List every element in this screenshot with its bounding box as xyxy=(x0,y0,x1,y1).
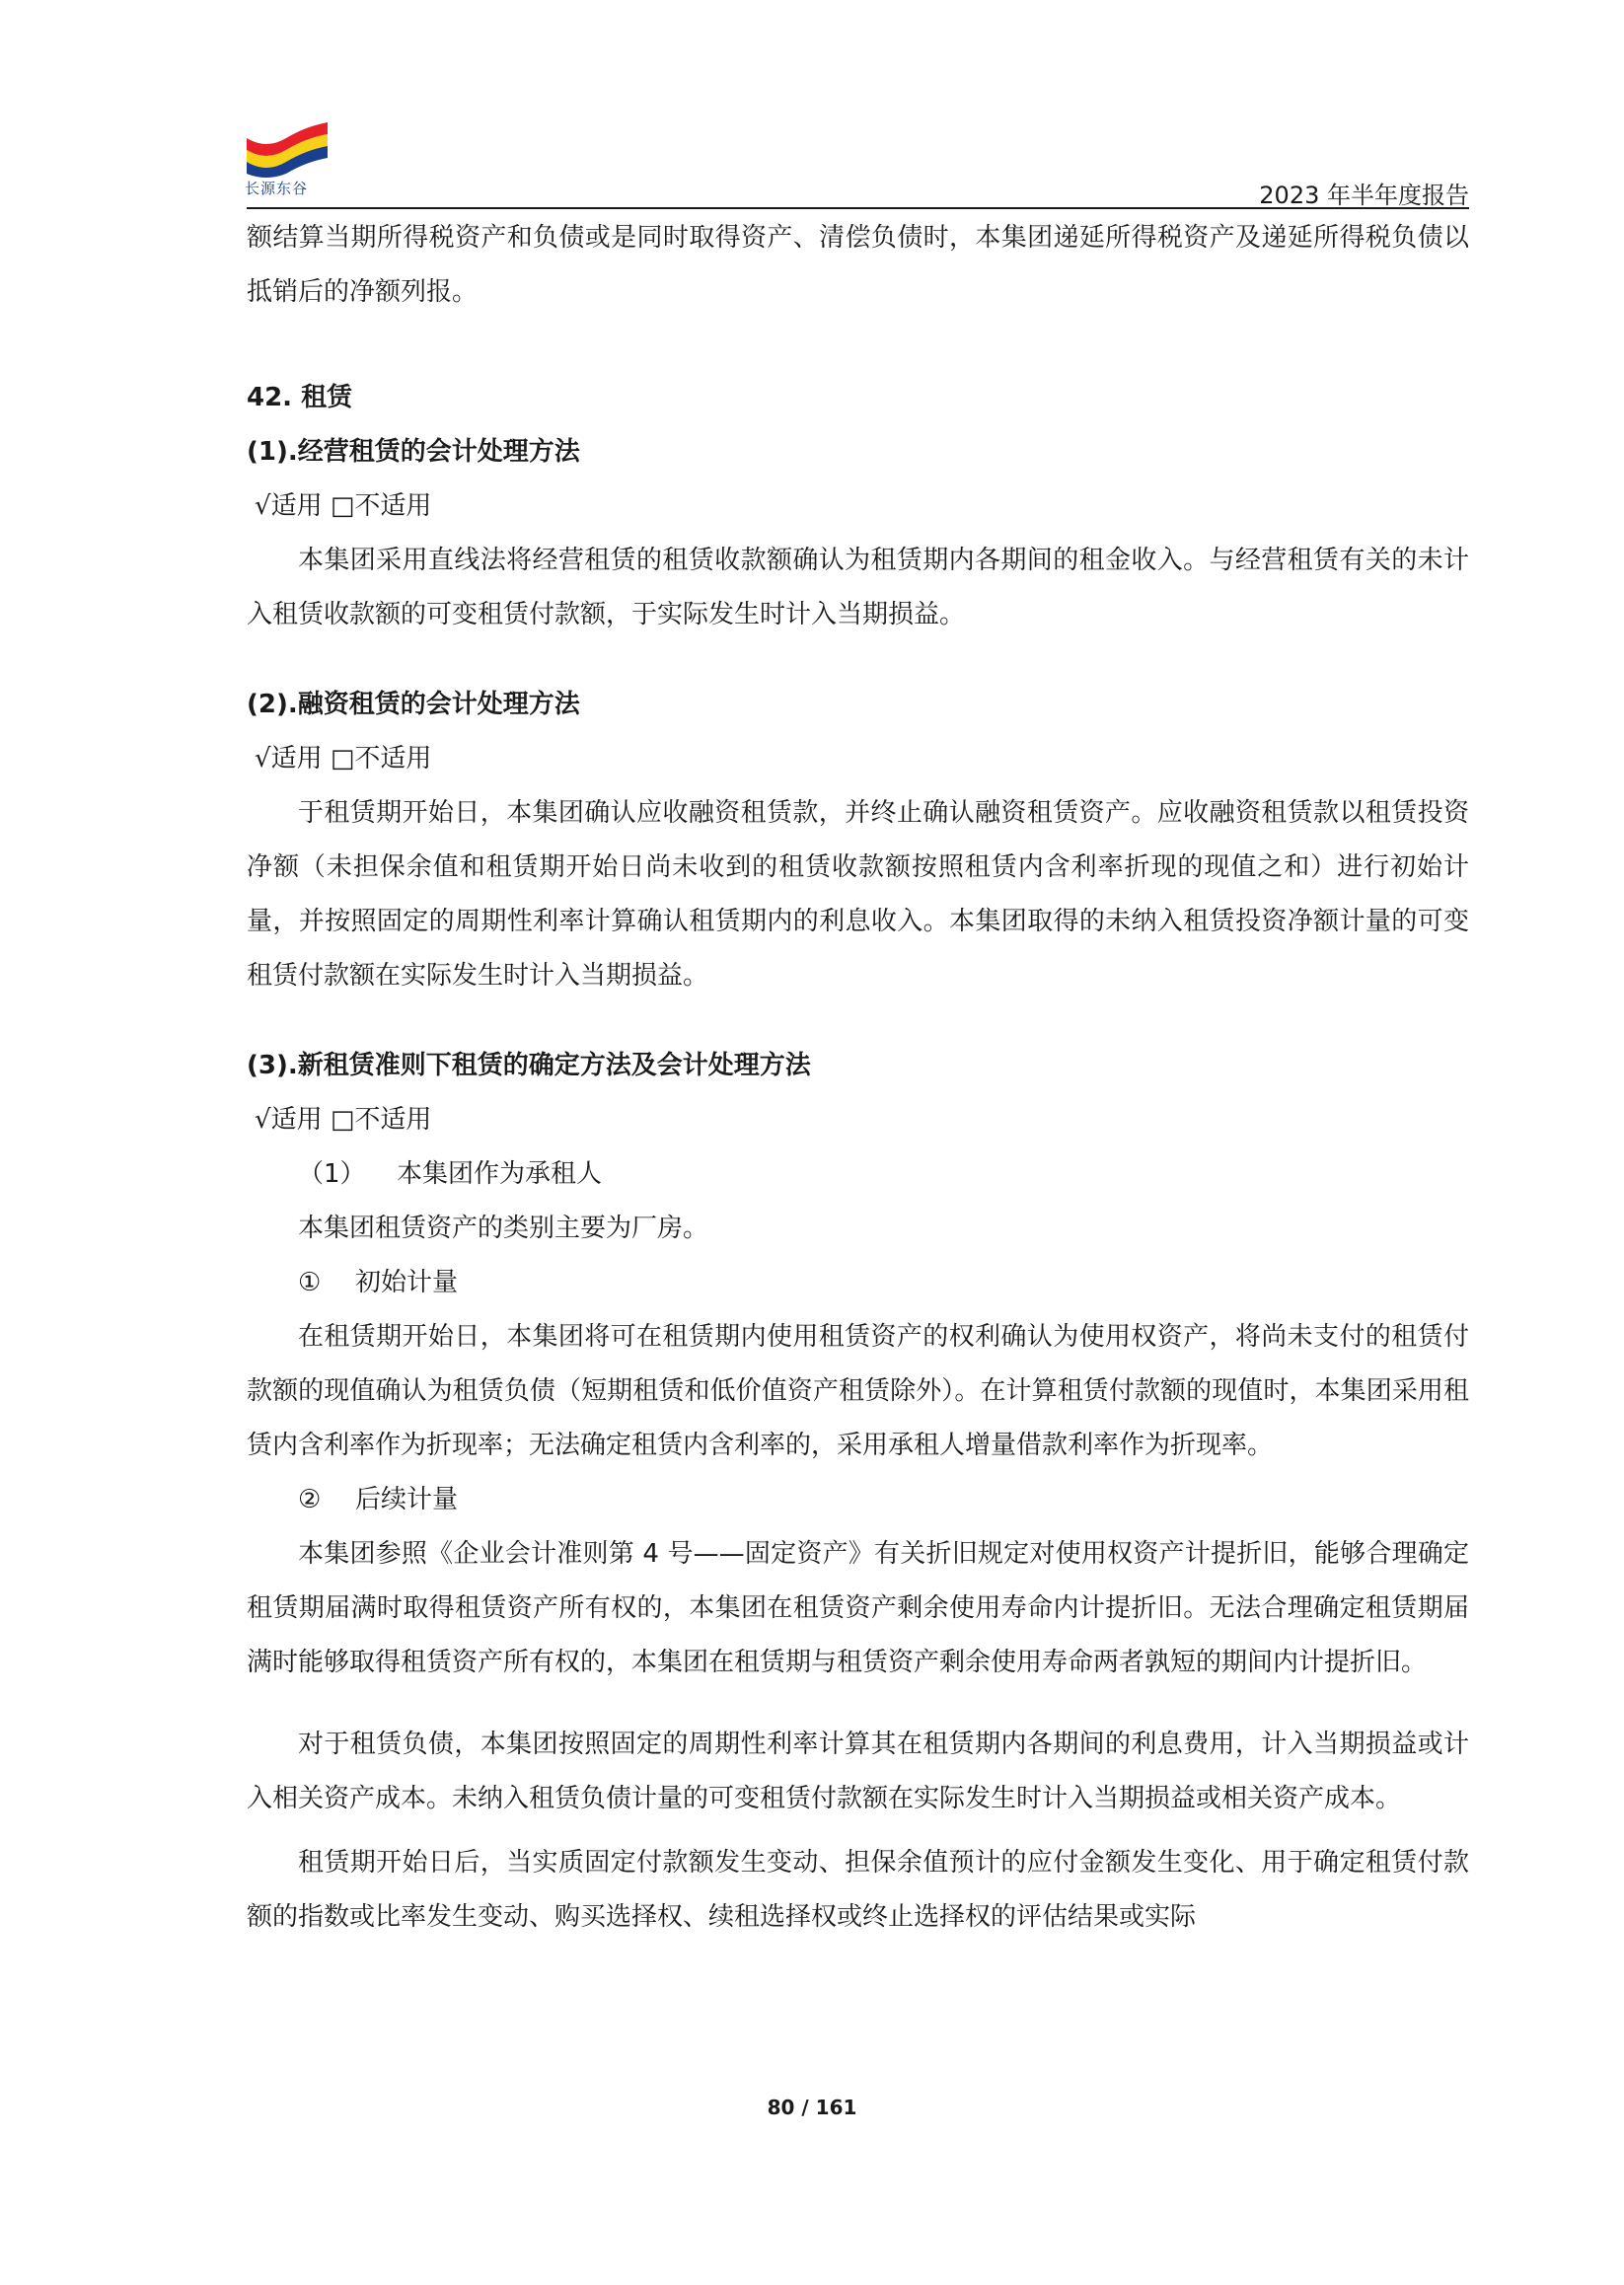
paragraph-depreciation: 本集团参照《企业会计准则第 4 号——固定资产》有关折旧规定对使用权资产计提折旧，能够合理确定租赁期届满时取得租赁资产所有权的，本集团在租赁资产剩余使用寿命内计提折旧。无法合理确定租赁期届满时能够取得租赁资产所有权的，本集团在租赁期与租赁资产剩余使用寿命两者孰短的期间内计提折旧。 xyxy=(247,1539,1469,1677)
paragraph-operating-lease: 本集团采用直线法将经营租赁的租赁收款额确认为租赁期内各期间的租金收入。与经营租赁有关的未计入租赁收款额的可变租赁付款额，于实际发生时计入当期损益。 xyxy=(247,546,1469,629)
applicability-checkbox-3: √适用 □不适用 xyxy=(255,1105,432,1135)
paragraph-lease-liability: 对于租赁负债，本集团按照固定的周期性利率计算其在租赁期内各期间的利息费用，计入当期损益或计入相关资产成本。未纳入租赁负债计量的可变租赁付款额在实际发生时计入当期损益或相关资产成本。 xyxy=(247,1730,1469,1813)
subsection-title-2: (2).融资租赁的会计处理方法 xyxy=(247,690,580,719)
applicability-checkbox-1: √适用 □不适用 xyxy=(255,491,432,521)
paragraph-asset-category: 本集团租赁资产的类别主要为厂房。 xyxy=(298,1214,709,1243)
paragraph-finance-lease: 于租赁期开始日，本集团确认应收融资租赁款，并终止确认融资租赁资产。应收融资租赁款以租赁投资净额（未担保余值和租赁期开始日尚未收到的租赁收款额按照租赁内含利率折现的现值之和）进行初始计量，并按照固定的周期性利率计算确认租赁期内的利息收入。本集团取得的未纳入租赁投资净额计量的可变租赁付款额在实际发生时计入当期损益。 xyxy=(247,798,1469,991)
section-title: 42. 租赁 xyxy=(247,383,353,412)
subsection-title-3: (3).新租赁准则下租赁的确定方法及会计处理方法 xyxy=(247,1051,811,1080)
page-number: 80 / 161 xyxy=(767,2096,857,2119)
paragraph-initial-measurement: 在租赁期开始日，本集团将可在租赁期内使用租赁资产的权利确认为使用权资产，将尚未支付的租赁付款额的现值确认为租赁负债（短期租赁和低价值资产租赁除外）。在计算租赁付款额的现值时，本集团采用租赁内含利率作为折现率；无法确定租赁内含利率的，采用承租人增量借款利率作为折现率。 xyxy=(247,1322,1469,1460)
circled-item-initial-measurement xyxy=(247,1256,1469,1310)
paragraph-remeasurement: 租赁期开始日后，当实质固定付款额发生变动、担保余值预计的应付金额发生变化、用于确定租赁付款额的指数或比率发生变动、购买选择权、续租选择权或终止选择权的评估结果或实际 xyxy=(247,1848,1469,1932)
circled-item-subsequent-measurement xyxy=(247,1473,1469,1527)
item-text: 后续计量 xyxy=(355,1485,459,1514)
item-text: 本集团作为承租人 xyxy=(397,1159,603,1189)
logo-stripes-graphic xyxy=(245,116,333,178)
paragraph-continuation: 额结算当期所得税资产和负债或是同时取得资产、清偿负债时，本集团递延所得税资产及递延所得税负债以抵销后的净额列报。 xyxy=(247,223,1469,307)
item-text: 初始计量 xyxy=(355,1268,459,1297)
header-divider xyxy=(247,207,1469,209)
numbered-item-lessee xyxy=(247,1147,1469,1202)
item-number: ① xyxy=(298,1268,322,1297)
document-body xyxy=(247,211,1469,1945)
report-title: 2023 年半年度报告 xyxy=(1259,182,1469,209)
item-number: （1） xyxy=(298,1159,366,1189)
logo-text: 长源东谷 xyxy=(245,180,309,197)
subsection-title-1: (1).经营租赁的会计处理方法 xyxy=(247,437,580,467)
applicability-checkbox-2: √适用 □不适用 xyxy=(255,744,432,774)
company-logo xyxy=(245,116,333,197)
item-number: ② xyxy=(298,1485,322,1514)
